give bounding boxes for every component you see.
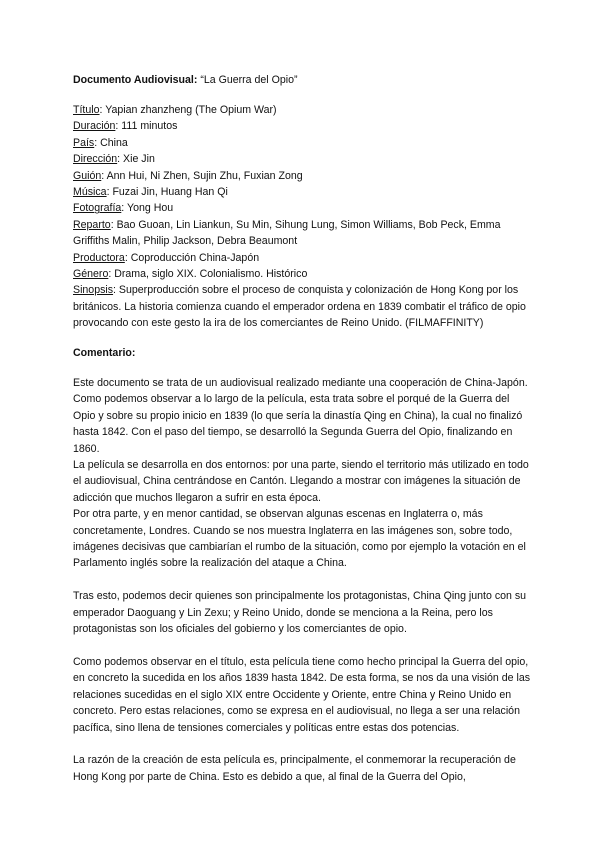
paragraph-line: La película se desarrolla en dos entornos: por una parte, siendo el territorio más utilizado en todo el audiovisual, China centrándose en Cantón. Llegando a mostrar con imágenes la situación de adicción que muchos llegaron a sufrir en esta época. xyxy=(73,459,529,504)
document-title-label: Documento Audiovisual: xyxy=(73,74,198,86)
meta-photography xyxy=(73,200,533,216)
meta-photography-value: : Yong Hou xyxy=(121,202,174,215)
meta-producer-value: : Coproducción China-Japón xyxy=(124,251,260,264)
paragraph xyxy=(73,654,533,736)
meta-title-value: : Yapian zhanzheng (The Opium War) xyxy=(99,104,277,116)
meta-director xyxy=(73,151,533,167)
document-title xyxy=(73,72,533,88)
meta-cast-key: Reparto xyxy=(73,218,111,231)
meta-director-value: : Xie Jin xyxy=(117,153,155,166)
paragraph-line: La razón de la creación de esta película es, principalmente, el conmemorar la recuperación de Hong Kong por parte de China. Esto es debido a que, al final de la Guerra del Opio, xyxy=(73,754,516,783)
paragraph xyxy=(73,375,533,572)
comment-body xyxy=(73,375,533,802)
meta-director-key: Dirección xyxy=(73,153,118,166)
meta-genre xyxy=(73,266,533,282)
meta-country-value: : China xyxy=(94,136,128,149)
paragraph-line: Como podemos observar en el título, esta película tiene como hecho principal la Guerra del opio, en concreto la sucedida en los años 1839 hasta 1842. De esta forma, se nos da una visión de las relaciones sucedidas en el siglo XIX entre Occidente y Oriente, entre China y Reino Unido en concreto. Pero estas relaciones, como se expresa en el audiovisual, no llega a ser una relación pacífica, sino llena de tensiones comerciales y políticas entre estas dos potencias. xyxy=(73,655,531,734)
meta-synopsis-key: Sinopsis xyxy=(73,284,114,297)
meta-photography-key: Fotografía xyxy=(73,202,122,215)
meta-script-value: : Ann Hui, Ni Zhen, Sujin Zhu, Fuxian Zong xyxy=(101,169,303,182)
meta-synopsis-value: : Superproducción sobre el proceso de conquista y colonización de Hong Kong por los británicos. La historia comienza cuando el emperador ordena en 1839 combatir el tráfico de opio provocando con este gesto la ira de los comerciantes de Reino Unido. (FILMAFFINITY) xyxy=(73,284,526,330)
comment-heading: Comentario: xyxy=(73,347,136,359)
meta-title xyxy=(73,102,533,118)
paragraph xyxy=(73,752,533,785)
meta-genre-key: Género xyxy=(73,268,109,281)
film-metadata xyxy=(73,102,533,332)
meta-script xyxy=(73,168,533,184)
meta-duration xyxy=(73,118,533,134)
meta-duration-key: Duración xyxy=(73,120,116,133)
meta-music-key: Música xyxy=(73,186,107,199)
meta-duration-value: : 111 minutos xyxy=(115,120,178,133)
meta-genre-value: : Drama, siglo XIX. Colonialismo. Histórico xyxy=(108,268,308,281)
meta-country-key: País xyxy=(73,136,95,149)
meta-cast xyxy=(73,217,533,250)
meta-music xyxy=(73,184,533,200)
paragraph-line: Tras esto, podemos decir quienes son principalmente los protagonistas, China Qing junto con su emperador Daoguang y Lin Zexu; y Reino Unido, donde se menciona a la Reina, pero los protagonistas son los oficiales del gobierno y los comerciantes de opio. xyxy=(73,590,527,636)
meta-cast-value: : Bao Guoan, Lin Liankun, Su Min, Sihung Lung, Simon Williams, Bob Peck, Emma Griffiths Malin, Philip Jackson, Debra Beaumont xyxy=(73,218,501,248)
meta-title-key: Título xyxy=(73,104,100,116)
paragraph-line: Este documento se trata de un audiovisual realizado mediante una cooperación de China-Japón. Como podemos observar a lo largo de la película, esta trata sobre el porqué de la Guerra del Opio y sobre su propio inicio en 1839 (lo que sería la dinastía Qing en China), la cual no finalizó hasta 1842. Con el paso del tiempo, se desarrolló la Segunda Guerra del Opio, finalizando en 1860. xyxy=(73,377,528,455)
paragraph xyxy=(73,588,533,637)
document-title-value: “La Guerra del Opio” xyxy=(197,74,298,86)
paragraph-line: Por otra parte, y en menor cantidad, se observan algunas escenas en Inglaterra o, más concretamente, Londres. Cuando se nos muestra Inglaterra en las imágenes son, sobre todo, imágenes decisivas que cambiarían el rumbo de la situación, como por ejemplo la votación en el Parlamento inglés sobre la realización del ataque a China. xyxy=(73,508,526,570)
meta-producer xyxy=(73,250,533,266)
meta-country xyxy=(73,135,533,151)
meta-music-value: : Fuzai Jin, Huang Han Qi xyxy=(106,186,228,199)
meta-producer-key: Productora xyxy=(73,251,125,264)
meta-synopsis xyxy=(73,282,533,331)
meta-script-key: Guión xyxy=(73,169,102,182)
